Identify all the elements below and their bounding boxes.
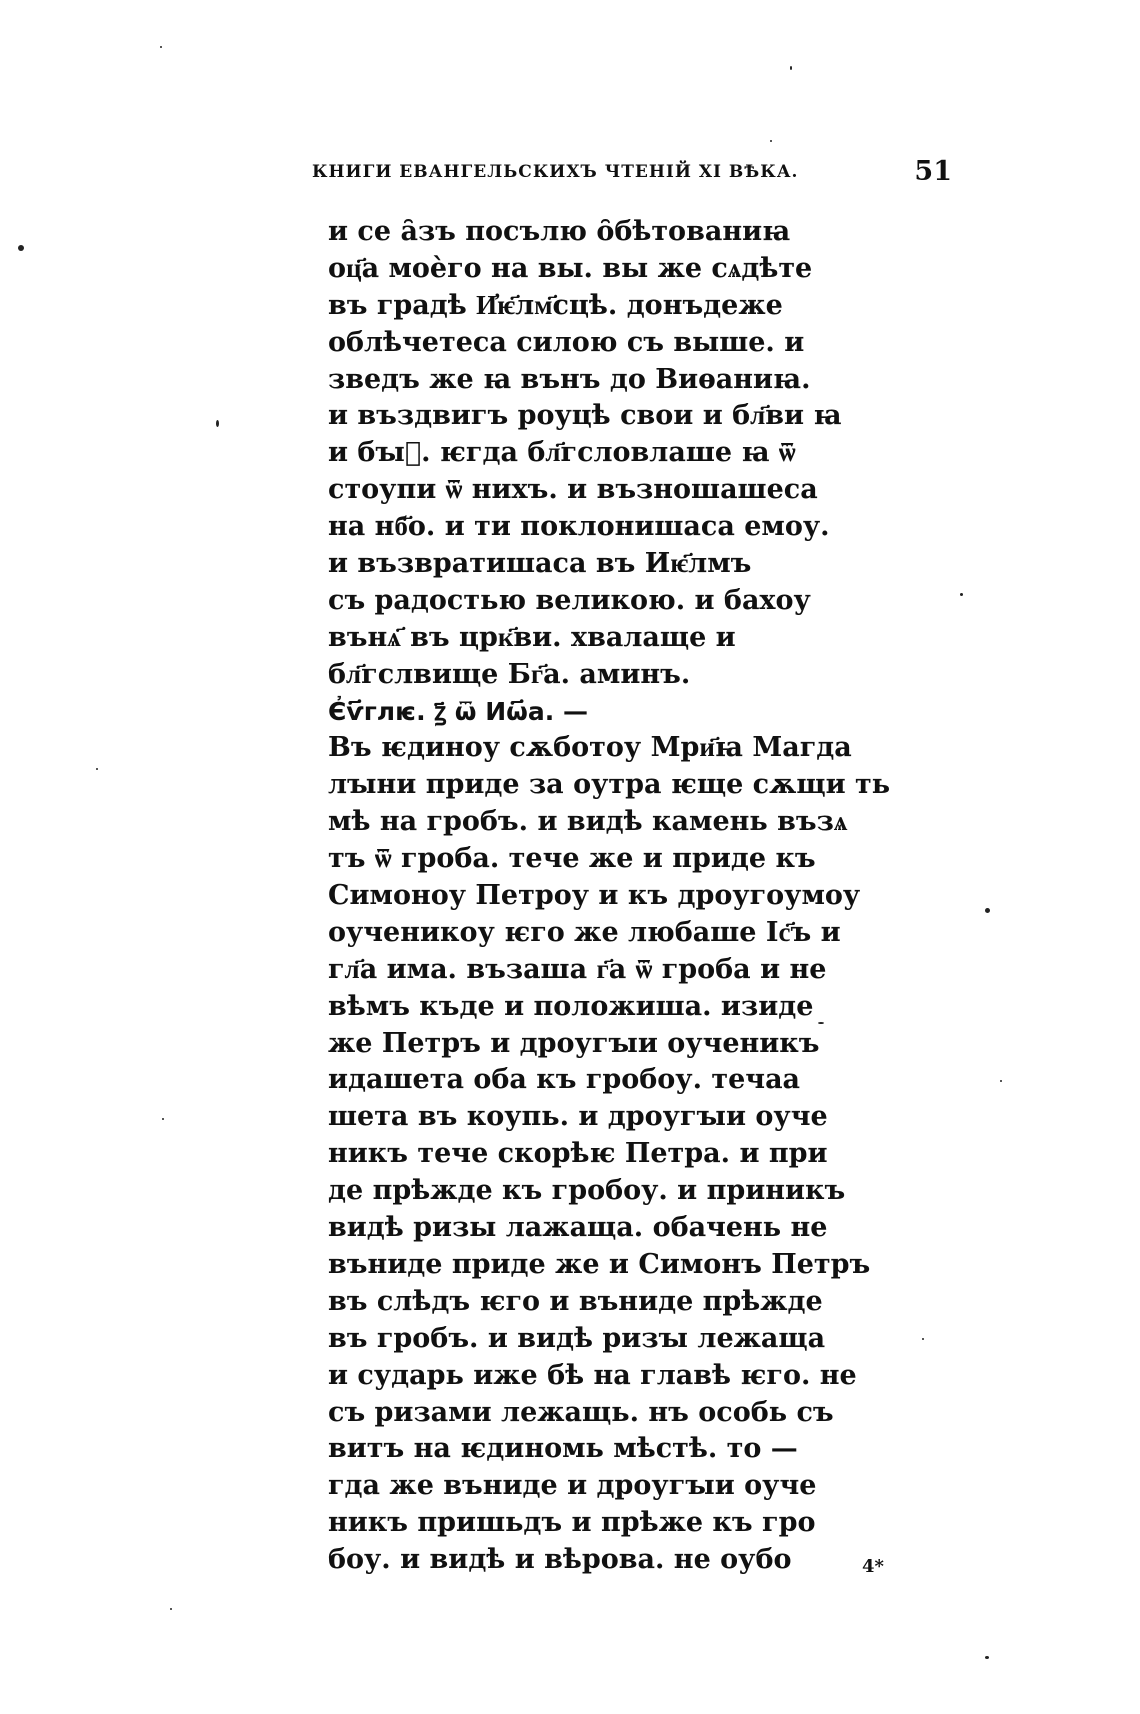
scan-speck bbox=[96, 768, 98, 770]
text-line: видѣ ризы лажаща. обачень не bbox=[328, 1212, 828, 1244]
text-line: въ градѣ И҆ѥ҃лм҃сцѣ. донъдеже bbox=[328, 289, 783, 321]
text-line: съ ризами лежащь. нъ особь съ bbox=[328, 1396, 834, 1428]
running-head bbox=[312, 158, 952, 194]
text-line: мѣ на гробъ. и видѣ камень възѧ bbox=[328, 806, 848, 838]
text-body bbox=[328, 214, 891, 1579]
scan-speck bbox=[1000, 1080, 1002, 1082]
text-line: де прѣжде къ гробоу. и приникъ bbox=[328, 1175, 846, 1207]
text-line: тъ ѿ гроба. тече же и приде къ bbox=[328, 843, 816, 875]
text-line: никъ тече скорѣѥ Петра. и при bbox=[328, 1138, 828, 1170]
signature-mark: 4* bbox=[862, 1556, 884, 1577]
scan-speck bbox=[818, 1022, 824, 1024]
reading-heading: Є҆ѵ҃глѥ. ꙁ҃ ѿ Иѡ҃а. — bbox=[328, 696, 588, 726]
text-line: стоупи ѿ нихъ. и възношашеса bbox=[328, 474, 818, 506]
text-line: оученикоу ѥго же любаше Іс҃ъ и bbox=[328, 916, 841, 948]
text-line: Симоноу Петроу и къ дроугоумоу bbox=[328, 880, 861, 912]
text-line: и сударь иже бѣ на главѣ ѥго. не bbox=[328, 1359, 857, 1391]
text-line: съ радостью великою. и бахоу bbox=[328, 584, 811, 616]
scan-speck bbox=[160, 46, 162, 48]
scan-speck bbox=[960, 593, 963, 596]
scan-speck bbox=[170, 1608, 172, 1610]
text-line: Въ ѥдиноу сѫботоу Мри҃ꙗ Магда bbox=[328, 732, 852, 764]
text-line: никъ пришьдъ и прѣже къ гро bbox=[328, 1507, 816, 1539]
text-line: на нб҃о. и ти поклонишаса емоу. bbox=[328, 511, 830, 543]
text-line: вънидe приде же и Симонъ Петръ bbox=[328, 1248, 871, 1280]
scan-speck bbox=[770, 140, 772, 142]
text-line: витъ на ѥдиномь мѣстѣ. то — bbox=[328, 1433, 798, 1465]
text-line: и се ȃзъ посълю ȏбѣтованиꙗ bbox=[328, 216, 791, 247]
text-line: шета въ коупь. и дроугꙑи оуче bbox=[328, 1101, 828, 1133]
scan-speck bbox=[790, 66, 792, 70]
text-line: бл҃гслвище Бг҃а. аминъ. bbox=[328, 658, 691, 690]
text-line: въ гробъ. и видѣ ризꙑ лежаща bbox=[328, 1322, 826, 1354]
text-line: и възвратишаса въ Иѥ҃лмъ bbox=[328, 548, 752, 580]
text-line: же Петръ и дроугꙑи оученикъ bbox=[328, 1027, 820, 1059]
scan-speck bbox=[985, 908, 990, 913]
text-line: боу. и видѣ и вѣрова. не оубо bbox=[328, 1544, 792, 1576]
text-line: и бꙑ҃. ѥгда бл҃гсловлаше ꙗ ѿ bbox=[328, 437, 796, 469]
text-line: и въздвигъ роуцѣ свои и бл҃ви ꙗ bbox=[328, 400, 842, 432]
text-line: въ слѣдъ ѥго и вънидe прѣжде bbox=[328, 1285, 823, 1317]
text-line: гл҃а има. възаша г҃а ѿ гроба и не bbox=[328, 953, 827, 985]
scan-speck bbox=[162, 1118, 164, 1120]
text-line: оц҃а моѐго на вы. вы же сѧдѣте bbox=[328, 252, 813, 284]
running-title: КНИГИ ЕВАНГЕЛЬСКИХЪ ЧТЕНІЙ XI ВѢКА. bbox=[312, 162, 799, 182]
scan-speck bbox=[985, 1656, 989, 1659]
text-line: идашета оба къ гробоу. течаа bbox=[328, 1064, 801, 1096]
scan-speck bbox=[216, 420, 219, 427]
text-line: лꙑни приде за оутра ѥще сѫщи ть bbox=[328, 769, 891, 801]
text-line: вънѧ҃ въ црк҃ви. хвалаще и bbox=[328, 621, 736, 653]
text-line: облѣчетеса силою съ выше. и bbox=[328, 326, 805, 358]
page-number: 51 bbox=[914, 156, 952, 187]
scan-speck bbox=[922, 1338, 924, 1340]
text-line: гда же вънидe и дроугꙑи оуче bbox=[328, 1470, 817, 1502]
scan-speck bbox=[18, 245, 24, 251]
text-line: зведъ же ꙗ вънъ до Виѳаниꙗ. bbox=[328, 363, 811, 395]
text-line: вѣмъ къде и положиша. изиде bbox=[328, 990, 814, 1022]
